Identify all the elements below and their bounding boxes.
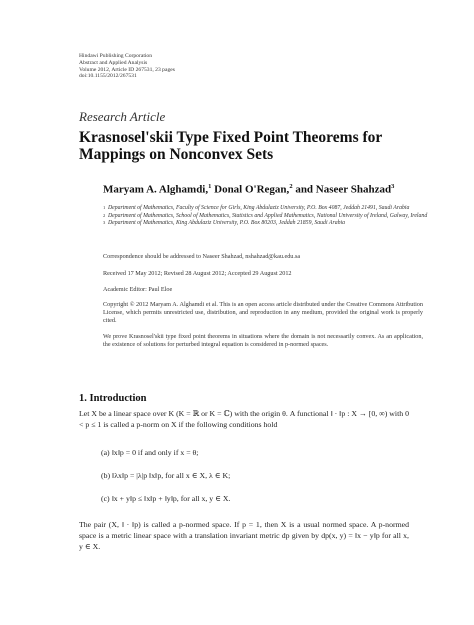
article-type: Research Article: [79, 109, 166, 124]
correspondence: Correspondence should be addressed to Naseer Shahzad, nshahzad@kau.edu.sa: [103, 253, 301, 260]
closing-paragraph: The pair (X, ‖ · ‖p) is called a p-normed space. If p = 1, then X is a usual normed space. A p-normed space is a metric linear space with a translation invariant metric dp given by dp(x, y) = ‖x − y‖p for all x, y ∈ X.: [79, 520, 409, 551]
affiliations: [103, 205, 433, 228]
condition-a: (a) ‖x‖p = 0 if and only if x = θ;: [101, 448, 199, 457]
section-heading: 1. Introduction: [79, 393, 147, 404]
abstract: We prove Krasnosel'skii type fixed point theorems in situations where the domain is not necessarily convex. As an application, the existence of solutions for perturbed integral equation is considered in p-normed spaces.: [103, 333, 423, 348]
paper-title: Krasnosel'skii Type Fixed Point Theorems for Mappings on Nonconvex Sets: [79, 129, 382, 163]
journal-info: [79, 53, 175, 80]
received-dates: Received 17 May 2012; Revised 28 August 2012; Accepted 29 August 2012: [103, 270, 292, 277]
academic-editor: Academic Editor: Paul Eloe: [103, 286, 173, 293]
affiliation-sup: 1: [103, 205, 106, 210]
affiliation-sup: 3: [103, 220, 106, 225]
author-name: and Naseer Shahzad: [292, 183, 392, 196]
affiliation-item: [103, 205, 433, 213]
affiliation-item: [103, 213, 433, 221]
journal-publisher: Hindawi Publishing Corporation: [79, 53, 153, 59]
condition-c: (c) ‖x + y‖p ≤ ‖x‖p + ‖y‖p, for all x, y ∈ X.: [101, 494, 231, 503]
author-name: Maryam A. Alghamdi,: [103, 183, 209, 196]
journal-doi: doi:10.1155/2012/267531: [79, 73, 137, 80]
condition-b: (b) ‖λx‖p = |λ|p ‖x‖p, for all x ∈ X, λ ∈ K;: [101, 471, 231, 480]
author-sup: 1: [208, 183, 212, 190]
author-sup: 2: [289, 183, 293, 190]
copyright-notice: Copyright © 2012 Maryam A. Alghamdi et al. This is an open access article distributed under the Creative Commons Attribution License, which permits unrestricted use, distribution, and reproduction in any medium, provided the original work is properly cited.: [103, 301, 423, 324]
affiliation-item: [103, 220, 433, 228]
author-list: [103, 183, 394, 196]
affiliation-text: Department of Mathematics, King Abdulaziz University, P.O. Box 80203, Jeddah 21859, Saudi Arabia: [108, 220, 346, 226]
intro-paragraph: Let X be a linear space over K (K = ℝ or K = ℂ) with the origin θ. A functional ‖ · ‖p : X → [0, ∞) with 0 < p ≤ 1 is called a p-norm on X if the following conditions hold: [79, 409, 409, 429]
journal-name: Abstract and Applied Analysis: [79, 59, 148, 66]
affiliation-text: Department of Mathematics, Faculty of Science for Girls, King Abdulaziz University, P.O. Box 4087, Jeddah 21491, Saudi Arabia: [108, 205, 410, 211]
journal-volume: Volume 2012, Article ID 267531, 23 pages: [79, 66, 175, 73]
affiliation-sup: 2: [103, 212, 106, 218]
affiliation-text: Department of Mathematics, School of Mathematics, Statistics and Applied Mathematics, National University of Ireland, Galway, Ireland: [108, 212, 428, 219]
author-sup: 3: [391, 183, 395, 190]
author-name: Donal O'Regan,: [211, 183, 290, 196]
